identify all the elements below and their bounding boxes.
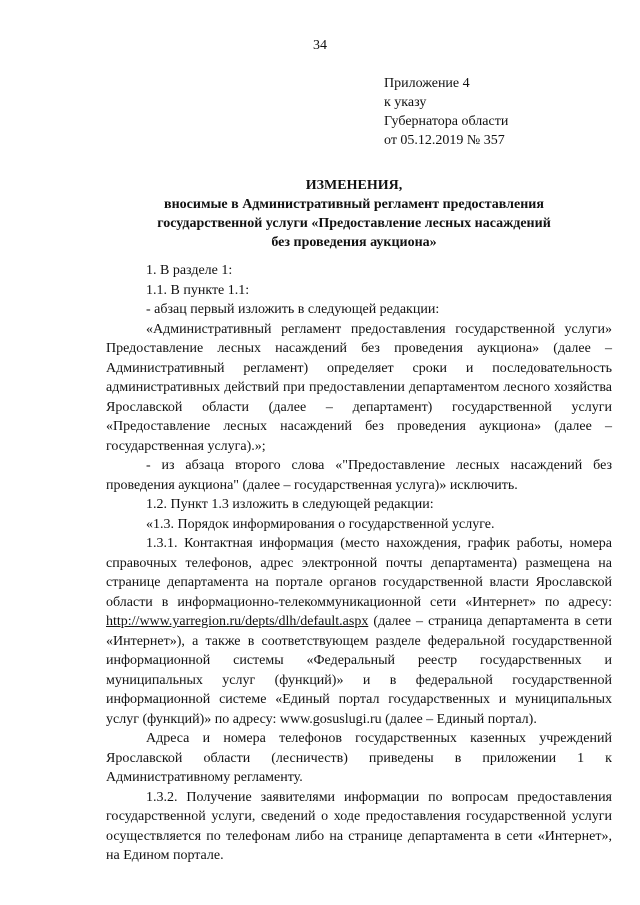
- paragraph-second-abzac: - из абзаца второго слова «"Предоставление лесных насаждений без проведения аукциона" (далее – государственная услуга)» исключить.: [106, 458, 612, 493]
- paragraph-item-1-3-1: [106, 534, 612, 729]
- paragraph-item-1-1: 1.1. В пункте 1.1:: [146, 282, 250, 298]
- title-line-4: без проведения аукциона»: [271, 235, 437, 250]
- appendix-block: [384, 74, 508, 150]
- paragraph-section-1: 1. В разделе 1:: [146, 263, 233, 278]
- document-body: [106, 261, 612, 866]
- appendix-line-2: к указу: [384, 95, 427, 110]
- paragraph-1-3-1-text-end: (далее – страница департамента в сети «Интернет»), а также в соответствующем разделе федеральной государственной информационной системы «Федеральный реестр государственных и муниципальных услуг (функций)» и в федеральной государственной информационной системе «Единый портал государственных и муниципальных услуг (функций)» по адресу: www.gosuslugi.ru (далее – Единый портал).: [106, 614, 612, 727]
- paragraph-addresses: Адреса и номера телефонов государственных казенных учреждений Ярославской области (лесничеств) приведены в приложении 1 к Административному регламенту.: [106, 731, 612, 785]
- paragraph-item-1-3-2: 1.3.2. Получение заявителями информации по вопросам предоставления государственной услуги, сведений о ходе предоставления государственной услуги осуществляется по телефонам либо на странице департамента в сети «Интернет», на Едином портале.: [106, 789, 612, 863]
- paragraph-item-1-2: 1.2. Пункт 1.3 изложить в следующей редакции:: [146, 497, 434, 512]
- title-line-2: вносимые в Административный регламент предоставления: [164, 197, 544, 212]
- page-number: 34: [313, 38, 327, 53]
- document-title: [96, 176, 612, 252]
- appendix-line-3: Губернатора области: [384, 114, 509, 129]
- appendix-line-4: от 05.12.2019 № 357: [384, 133, 505, 148]
- paragraph-1-3-1-text-start: 1.3.1. Контактная информация (место нахождения, график работы, номера справочных телефонов, адрес электронной почты департамента) размещена на странице департамента на портале органов государственной власти Ярославской области в информационно-телекоммуникационной сети «Интернет» по адресу:: [106, 536, 612, 610]
- appendix-line-1: Приложение 4: [384, 76, 470, 91]
- paragraph-regulation-definition: «Административный регламент предоставления государственной услуги» Предоставление лесных насаждений без проведения аукциона» (далее – Административный регламент) определяет сроки и последовательность административных действий при предоставлении департаментом лесного хозяйства Ярославской области (далее – департамент) государственной услуги «Предоставление лесных насаждений без проведения аукциона» (далее – государственная услуга).»;: [106, 321, 612, 454]
- paragraph-item-1-3: «1.3. Порядок информирования о государственной услуге.: [146, 516, 495, 532]
- department-page-link[interactable]: http://www.yarregion.ru/depts/dlh/default.aspx: [106, 614, 369, 629]
- title-line-1: ИЗМЕНЕНИЯ,: [305, 178, 403, 193]
- title-line-3: государственной услуги «Предоставление лесных насаждений: [157, 216, 551, 231]
- paragraph-first-abzac: - абзац первый изложить в следующей редакции:: [146, 302, 440, 317]
